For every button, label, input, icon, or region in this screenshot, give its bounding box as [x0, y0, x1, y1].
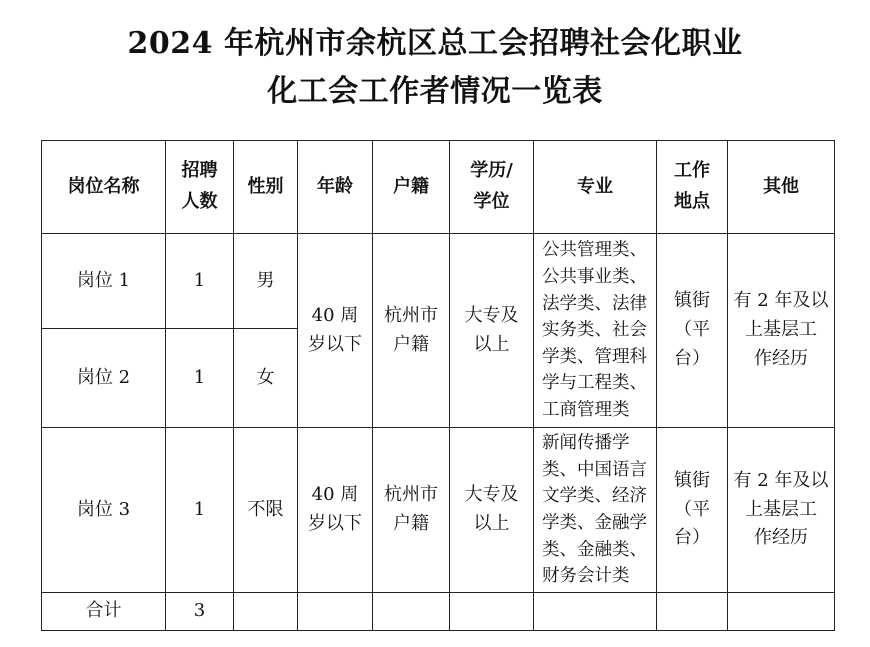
- header-major: 专业: [534, 141, 657, 234]
- cell-total-label: 合计: [42, 593, 166, 631]
- cell-other: 有 2 年及以 上基层工 作经历: [728, 428, 835, 593]
- cell-empty: [534, 593, 657, 631]
- cell-other: 有 2 年及以 上基层工 作经历: [728, 234, 835, 428]
- header-age: 年龄: [298, 141, 373, 234]
- header-work-location: 工作 地点: [657, 141, 728, 234]
- cell-count: 1: [166, 428, 234, 593]
- cell-hukou: 杭州市 户籍: [373, 428, 450, 593]
- cell-gender: 不限: [234, 428, 298, 593]
- cell-gender: 男: [234, 234, 298, 329]
- cell-empty: [728, 593, 835, 631]
- header-gender: 性别: [234, 141, 298, 234]
- cell-count: 1: [166, 329, 234, 428]
- cell-major: 新闻传播学 类、中国语言 文学类、经济 学类、金融学 类、金融类、 财务会计类: [534, 428, 657, 593]
- cell-gender: 女: [234, 329, 298, 428]
- header-education: 学历/ 学位: [450, 141, 534, 234]
- page-title-line-1: 2024 年杭州市余杭区总工会招聘社会化职业: [127, 26, 743, 61]
- cell-major: 公共管理类、 公共事业类、 法学类、法律 实务类、社会 学类、管理科 学与工程类、 工商管理类: [534, 234, 657, 428]
- cell-age: 40 周 岁以下: [298, 234, 373, 428]
- recruitment-table: [41, 140, 835, 631]
- cell-education: 大专及 以上: [450, 428, 534, 593]
- header-position-name: 岗位名称: [42, 141, 166, 234]
- header-recruit-count: 招聘 人数: [166, 141, 234, 234]
- cell-count: 1: [166, 234, 234, 329]
- cell-total-count: 3: [166, 593, 234, 631]
- cell-empty: [450, 593, 534, 631]
- page-title-line-2: 化工会工作者情况一览表: [267, 74, 603, 109]
- cell-empty: [298, 593, 373, 631]
- header-other: 其他: [728, 141, 835, 234]
- cell-position: 岗位 1: [42, 234, 166, 329]
- table-row: [42, 234, 835, 329]
- table-row: [42, 428, 835, 593]
- cell-hukou: 杭州市 户籍: [373, 234, 450, 428]
- cell-work-location: 镇街 （平 台）: [657, 234, 728, 428]
- total-row: [42, 593, 835, 631]
- header-hukou: 户籍: [373, 141, 450, 234]
- cell-empty: [657, 593, 728, 631]
- cell-empty: [234, 593, 298, 631]
- header-row: [42, 141, 835, 234]
- cell-empty: [373, 593, 450, 631]
- cell-position: 岗位 2: [42, 329, 166, 428]
- cell-work-location: 镇街 （平 台）: [657, 428, 728, 593]
- cell-position: 岗位 3: [42, 428, 166, 593]
- cell-age: 40 周 岁以下: [298, 428, 373, 593]
- cell-education: 大专及 以上: [450, 234, 534, 428]
